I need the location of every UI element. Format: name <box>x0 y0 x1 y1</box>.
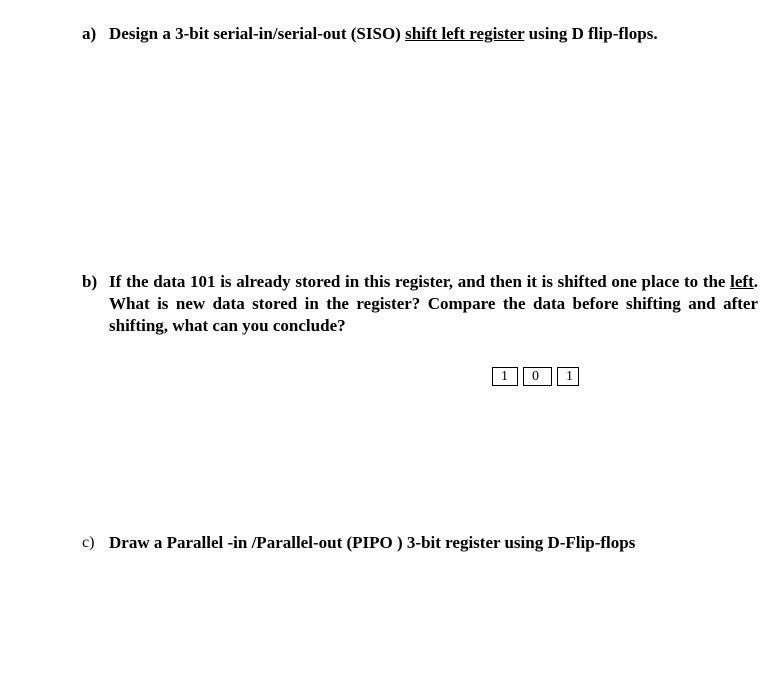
question-a-text-end: using D flip-flops. <box>524 24 658 43</box>
register-bit-cell: 1 <box>557 367 579 386</box>
register-bit-cell: 0 <box>523 367 552 386</box>
question-b-text <box>109 271 758 337</box>
question-b-text-start: If the data 101 is already stored in this register, and then it is shifted one place to the <box>109 272 731 291</box>
register-bit-cell: 1 <box>492 367 518 386</box>
question-a-text-start: Design a 3-bit serial-in/serial-out (SISO) <box>109 24 406 43</box>
question-b-label: b) <box>82 272 98 291</box>
question-b-underlined-term: left <box>730 272 754 291</box>
register-bits <box>492 367 579 386</box>
question-a-underlined-term: shift left register <box>405 24 525 43</box>
question-c-text: Draw a Parallel -in /Parallel-out (PIPO ) 3-bit register using D-Flip-flops <box>109 533 636 552</box>
question-c-label: c) <box>82 534 95 551</box>
question-a-label: a) <box>82 24 97 43</box>
question-a-text <box>109 23 758 45</box>
question-b-text-end: . What is new data stored in the register? Compare the data before shifting and after shifting, what can you conclude? <box>109 272 758 335</box>
